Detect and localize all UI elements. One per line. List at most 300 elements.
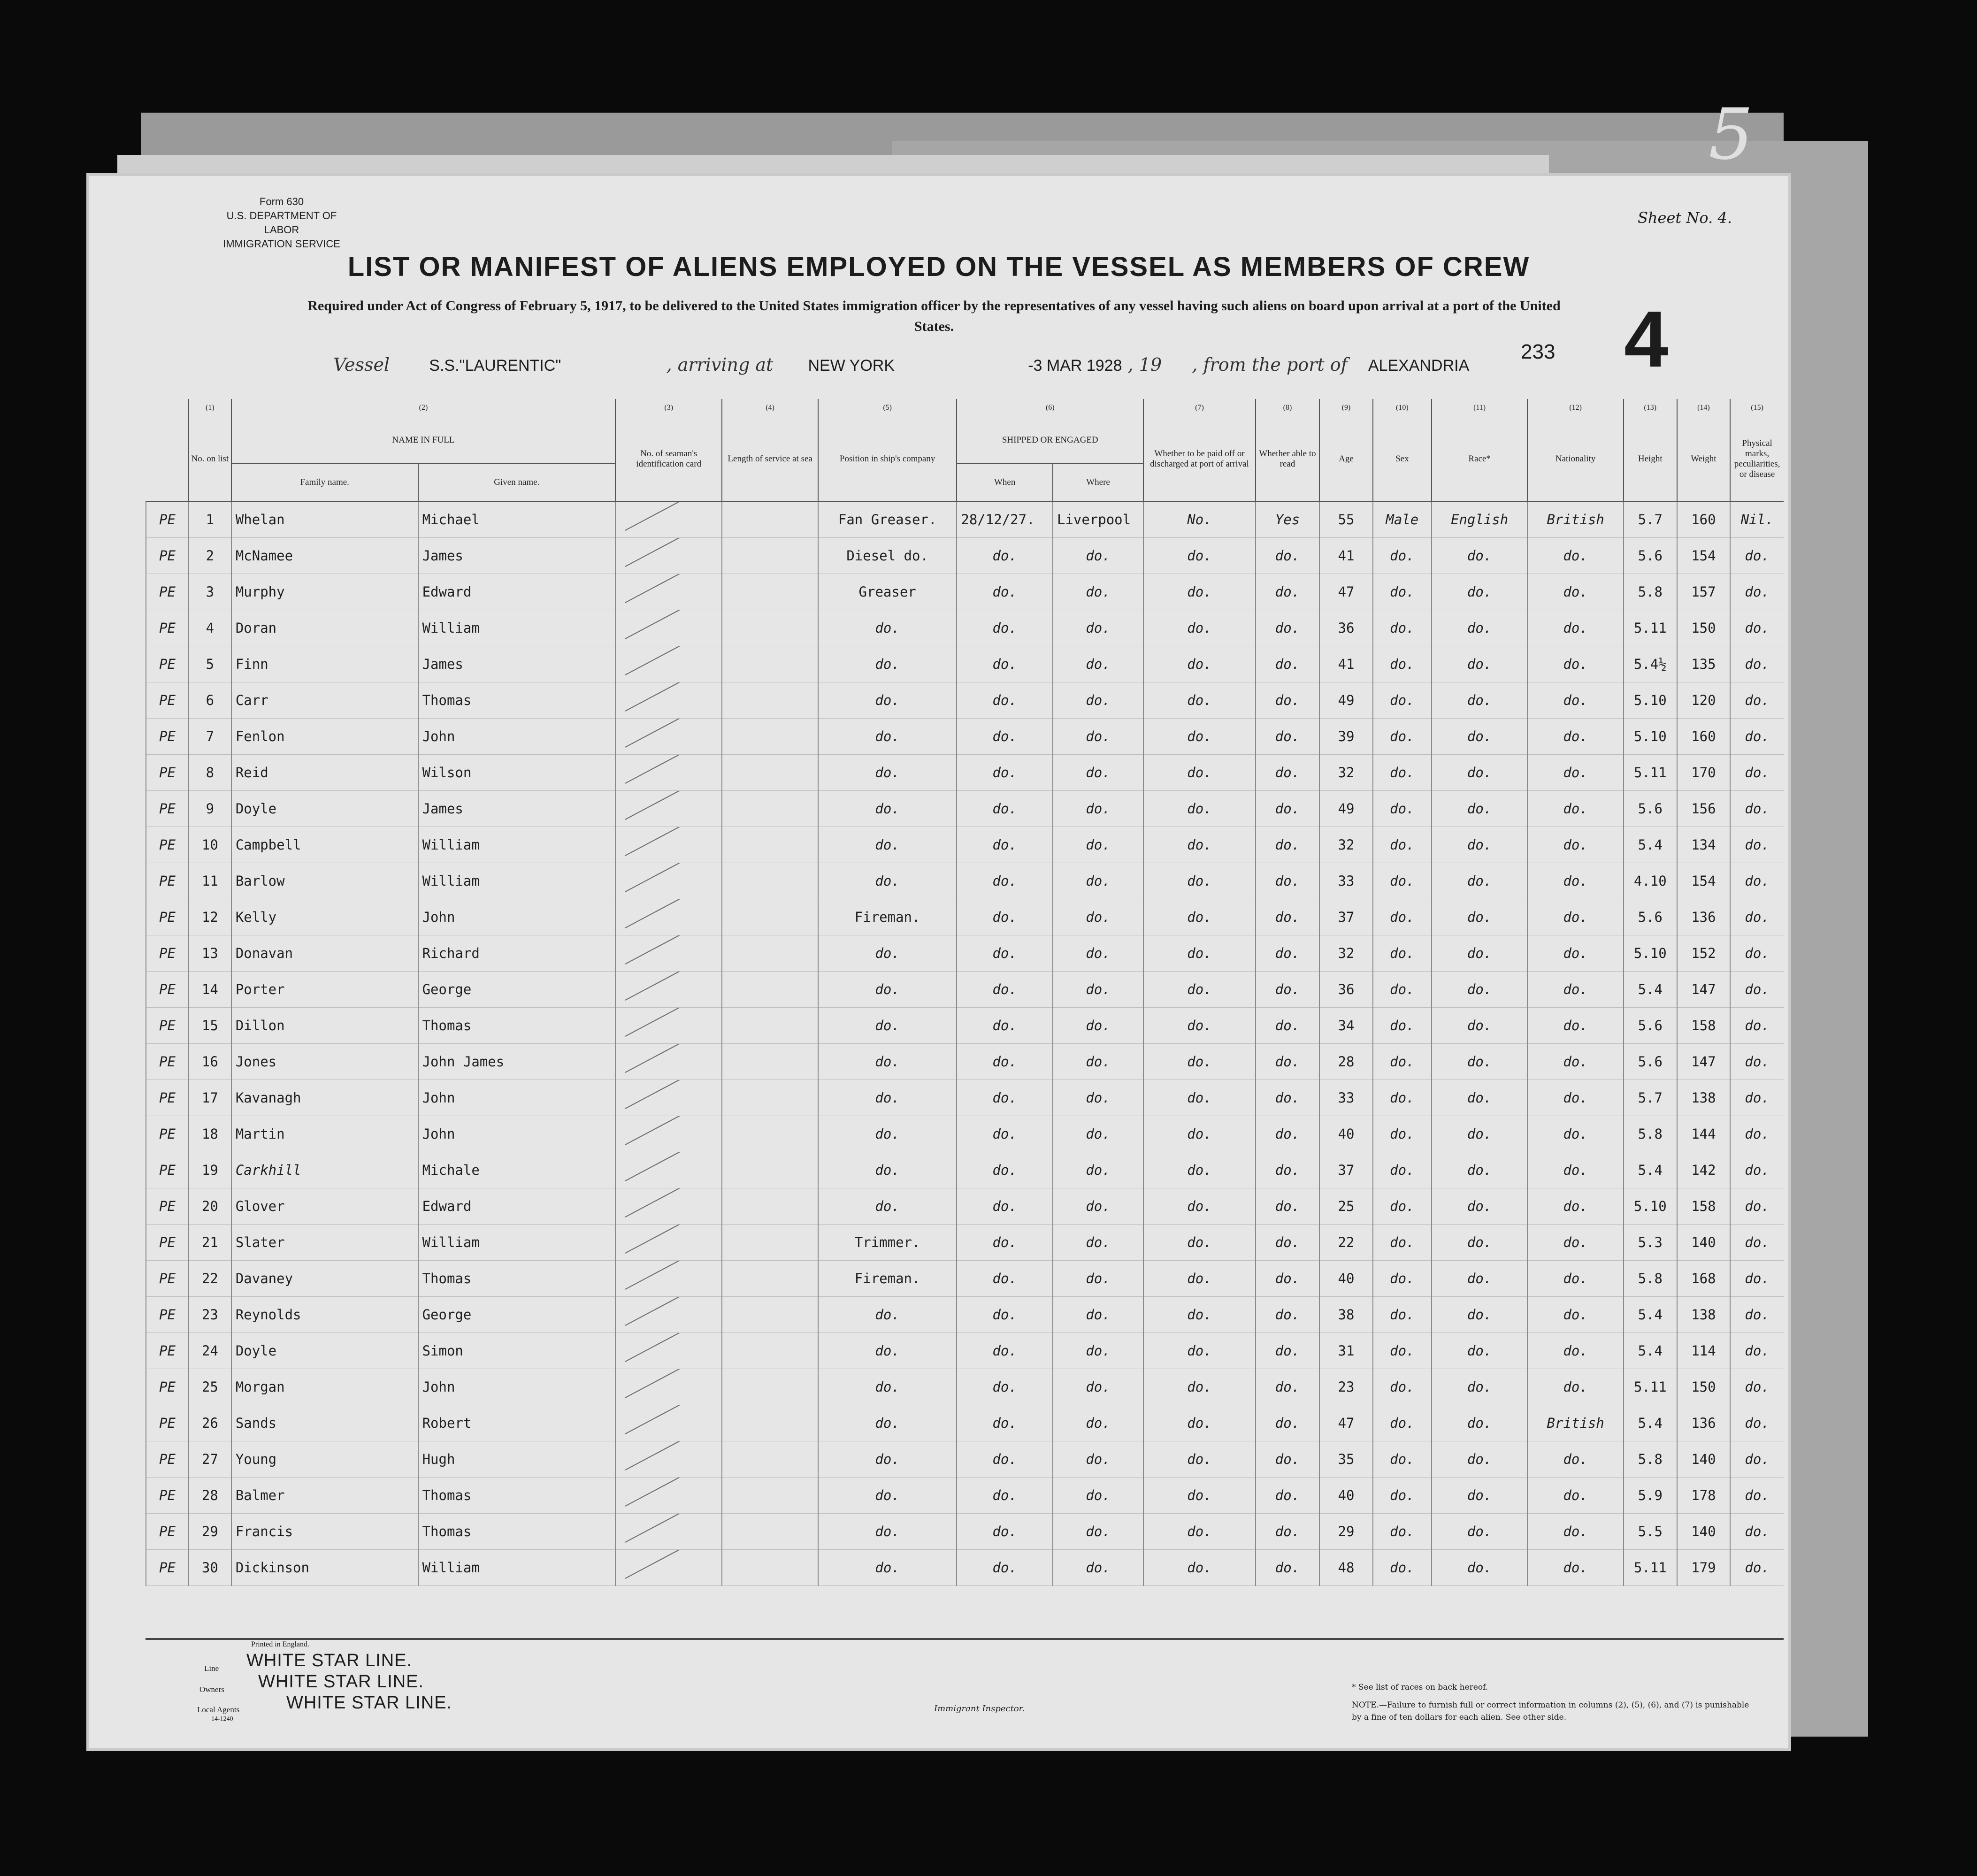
id-card-cell [615,719,722,755]
physical-marks: do. [1730,719,1784,755]
pencil-check-mark [625,1514,692,1543]
nationality: do. [1527,863,1624,899]
sex: do. [1373,1188,1432,1225]
header-no-on-list: No. on list [189,417,231,501]
sex: Male [1373,501,1432,538]
pencil-check-mark [625,1044,692,1073]
age: 40 [1319,1261,1373,1297]
age: 33 [1319,1080,1373,1116]
age: 37 [1319,899,1373,935]
able-to-read: do. [1256,646,1319,682]
nationality: do. [1527,610,1624,646]
form-department: U.S. DEPARTMENT OF LABOR [226,210,337,236]
id-card-cell [615,755,722,791]
shipped-where: do. [1053,719,1143,755]
given-name: William [418,1225,615,1261]
page-subtitle: Required under Act of Congress of February 5, 1917, to be delivered to the United States immigration officer by the representatives of any vessel having such aliens on board upon arrival at a port of the United States. [307,298,1561,334]
sex: do. [1373,755,1432,791]
race: do. [1432,682,1528,719]
nationality: do. [1527,755,1624,791]
position: do. [818,1188,957,1225]
row-mark: PE [146,1008,189,1044]
position: do. [818,719,957,755]
id-card-cell [615,1152,722,1188]
position: Trimmer. [818,1225,957,1261]
paid-off: do. [1143,935,1256,972]
shipped-when: do. [957,1405,1053,1441]
shipped-when: do. [957,1514,1053,1550]
paid-off: do. [1143,1333,1256,1369]
table-row [146,972,1784,1008]
col-num-12: (12) [1527,399,1624,417]
local-agents-value: WHITE STAR LINE. [286,1693,452,1713]
sex: do. [1373,1514,1432,1550]
weight: 178 [1677,1478,1731,1514]
given-name: William [418,610,615,646]
shipped-where: do. [1053,1297,1143,1333]
row-mark: PE [146,935,189,972]
shipped-when: do. [957,1333,1053,1369]
row-mark: PE [146,646,189,682]
id-card-cell [615,538,722,574]
weight: 140 [1677,1225,1731,1261]
shipped-when: do. [957,1550,1053,1586]
shipped-when: do. [957,935,1053,972]
weight: 147 [1677,1044,1731,1080]
physical-marks: do. [1730,1405,1784,1441]
sex: do. [1373,1044,1432,1080]
given-name: James [418,646,615,682]
row-mark: PE [146,1225,189,1261]
age: 49 [1319,682,1373,719]
row-mark: PE [146,1044,189,1080]
family-name: Fenlon [231,719,418,755]
header-weight: Weight [1677,417,1731,501]
weight: 179 [1677,1550,1731,1586]
position: do. [818,863,957,899]
nationality: do. [1527,1044,1624,1080]
id-card-cell [615,972,722,1008]
physical-marks: do. [1730,1441,1784,1478]
shipped-when: do. [957,899,1053,935]
pencil-check-mark [625,899,692,928]
height: 5.8 [1624,1116,1677,1152]
row-mark: PE [146,1514,189,1550]
nationality: do. [1527,899,1624,935]
length-service-cell [722,1297,818,1333]
length-service-cell [722,1261,818,1297]
family-name: Whelan [231,501,418,538]
row-mark: PE [146,610,189,646]
shipped-when: do. [957,1188,1053,1225]
col-num-1: (1) [189,399,231,417]
able-to-read: do. [1256,791,1319,827]
local-agents-label: Local Agents [197,1705,240,1714]
row-mark: PE [146,791,189,827]
given-name: Thomas [418,1478,615,1514]
id-card-cell [615,646,722,682]
length-service-cell [722,1550,818,1586]
position: do. [818,1008,957,1044]
paid-off: do. [1143,538,1256,574]
position: Greaser [818,574,957,610]
nationality: do. [1527,1188,1624,1225]
shipped-where: do. [1053,1044,1143,1080]
race: do. [1432,1152,1528,1188]
physical-marks: do. [1730,972,1784,1008]
able-to-read: do. [1256,1188,1319,1225]
given-name: Thomas [418,1008,615,1044]
length-service-cell [722,682,818,719]
col-num-13: (13) [1624,399,1677,417]
table-row [146,1116,1784,1152]
position: do. [818,935,957,972]
given-name: Thomas [418,682,615,719]
table-row [146,1261,1784,1297]
height: 5.6 [1624,791,1677,827]
row-number: 1 [189,501,231,538]
sex: do. [1373,1333,1432,1369]
position: do. [818,1550,957,1586]
given-name: George [418,1297,615,1333]
pencil-check-mark [625,719,692,748]
length-service-cell [722,827,818,863]
nationality: do. [1527,682,1624,719]
table-row [146,538,1784,574]
header-given-name: Given name. [418,464,615,501]
header-physical-marks: Physical marks, peculiarities, or disease [1730,417,1784,501]
age: 49 [1319,791,1373,827]
weight: 140 [1677,1441,1731,1478]
table-row [146,1080,1784,1116]
race: do. [1432,1261,1528,1297]
height: 5.4 [1624,1297,1677,1333]
row-mark: PE [146,719,189,755]
age: 31 [1319,1333,1373,1369]
physical-marks: do. [1730,863,1784,899]
nationality: do. [1527,1008,1624,1044]
shipped-when: do. [957,755,1053,791]
able-to-read: do. [1256,719,1319,755]
id-card-cell [615,501,722,538]
able-to-read: do. [1256,1261,1319,1297]
able-to-read: do. [1256,972,1319,1008]
sex: do. [1373,899,1432,935]
table-row [146,1441,1784,1478]
shipped-where: do. [1053,1369,1143,1405]
nationality: do. [1527,1514,1624,1550]
race: do. [1432,1044,1528,1080]
race: do. [1432,1116,1528,1152]
height: 5.10 [1624,682,1677,719]
row-number: 2 [189,538,231,574]
id-card-cell [615,827,722,863]
sex: do. [1373,1080,1432,1116]
length-service-cell [722,791,818,827]
weight: 138 [1677,1297,1731,1333]
age: 41 [1319,538,1373,574]
physical-marks: do. [1730,1369,1784,1405]
height: 5.10 [1624,935,1677,972]
physical-marks: do. [1730,827,1784,863]
length-service-cell [722,610,818,646]
id-card-cell [615,1333,722,1369]
col-num-2: (2) [231,399,615,417]
row-number: 26 [189,1405,231,1441]
arrival-port: NEW YORK [808,357,895,375]
paid-off: do. [1143,1550,1256,1586]
age: 32 [1319,755,1373,791]
height: 5.4 [1624,1405,1677,1441]
from-port: ALEXANDRIA [1368,357,1470,375]
shipped-where: do. [1053,610,1143,646]
age: 33 [1319,863,1373,899]
row-number: 18 [189,1116,231,1152]
weight: 154 [1677,538,1731,574]
position: do. [818,1080,957,1116]
header-position: Position in ship's company [818,417,957,501]
shipped-where: do. [1053,827,1143,863]
physical-marks: do. [1730,1333,1784,1369]
id-card-cell [615,899,722,935]
length-service-cell [722,1478,818,1514]
age: 37 [1319,1152,1373,1188]
table-row [146,827,1784,863]
shipped-where: do. [1053,646,1143,682]
line-label: Line [204,1664,219,1673]
paid-off: do. [1143,1405,1256,1441]
row-number: 27 [189,1441,231,1478]
able-to-read: do. [1256,863,1319,899]
pencil-check-mark [625,610,692,639]
table-row [146,646,1784,682]
shipped-when: do. [957,1261,1053,1297]
given-name: John James [418,1044,615,1080]
race: do. [1432,1225,1528,1261]
race: do. [1432,1080,1528,1116]
age: 48 [1319,1550,1373,1586]
race: do. [1432,1550,1528,1586]
paid-off: do. [1143,719,1256,755]
shipped-when: do. [957,827,1053,863]
table-row [146,1514,1784,1550]
row-mark: PE [146,1550,189,1586]
shipped-where: do. [1053,1225,1143,1261]
id-card-cell [615,1550,722,1586]
height: 5.6 [1624,538,1677,574]
pencil-check-mark [625,827,692,856]
sex: do. [1373,1152,1432,1188]
sex: do. [1373,1550,1432,1586]
height: 5.4 [1624,1152,1677,1188]
owners-value: WHITE STAR LINE. [258,1672,424,1692]
row-number: 19 [189,1152,231,1188]
nationality: do. [1527,574,1624,610]
pencil-check-mark [625,1152,692,1181]
position: do. [818,1478,957,1514]
nationality: do. [1527,1261,1624,1297]
table-row [146,1188,1784,1225]
race: do. [1432,538,1528,574]
height: 5.6 [1624,899,1677,935]
race: do. [1432,610,1528,646]
sex: do. [1373,1478,1432,1514]
shipped-where: do. [1053,935,1143,972]
age: 22 [1319,1225,1373,1261]
shipped-when: do. [957,646,1053,682]
physical-marks: Nil. [1730,501,1784,538]
family-name: Kelly [231,899,418,935]
row-mark: PE [146,827,189,863]
length-service-cell [722,1008,818,1044]
header-shipped-engaged: SHIPPED OR ENGAGED [957,417,1143,464]
position: Fireman. [818,899,957,935]
sex: do. [1373,682,1432,719]
from-label: , from the port of [1192,354,1348,375]
height: 5.7 [1624,1080,1677,1116]
sex: do. [1373,538,1432,574]
shipped-where: do. [1053,1008,1143,1044]
row-mark: PE [146,1441,189,1478]
family-name: Porter [231,972,418,1008]
id-card-cell [615,935,722,972]
age: 47 [1319,1405,1373,1441]
row-mark: PE [146,1080,189,1116]
family-name: Young [231,1441,418,1478]
vessel-label: Vessel [333,354,390,375]
pencil-check-mark [625,1116,692,1145]
weight: 142 [1677,1152,1731,1188]
footer-rule [146,1638,1784,1640]
table-row [146,1044,1784,1080]
pencil-check-mark [625,538,692,567]
row-number: 17 [189,1080,231,1116]
position: Diesel do. [818,538,957,574]
sex: do. [1373,972,1432,1008]
age: 41 [1319,646,1373,682]
given-name: Simon [418,1333,615,1369]
table-row [146,935,1784,972]
physical-marks: do. [1730,755,1784,791]
physical-marks: do. [1730,682,1784,719]
able-to-read: Yes [1256,501,1319,538]
race: do. [1432,899,1528,935]
pencil-check-mark [625,1369,692,1398]
page-title: LIST OR MANIFEST OF ALIENS EMPLOYED ON THE VESSEL AS MEMBERS OF CREW [347,252,1530,282]
family-name: Barlow [231,863,418,899]
position: do. [818,827,957,863]
family-name: Campbell [231,827,418,863]
table-row [146,791,1784,827]
weight: 150 [1677,1369,1731,1405]
id-card-cell [615,574,722,610]
row-mark: PE [146,1405,189,1441]
family-name: Morgan [231,1369,418,1405]
form-number: Form 630 [259,196,304,207]
family-name: Murphy [231,574,418,610]
row-number: 28 [189,1478,231,1514]
nationality: do. [1527,791,1624,827]
sex: do. [1373,935,1432,972]
height: 5.10 [1624,1188,1677,1225]
shipped-when: do. [957,682,1053,719]
paid-off: do. [1143,1044,1256,1080]
sex: do. [1373,791,1432,827]
able-to-read: do. [1256,1080,1319,1116]
given-name: William [418,863,615,899]
race: do. [1432,1441,1528,1478]
weight: 147 [1677,972,1731,1008]
physical-marks: do. [1730,1225,1784,1261]
physical-marks: do. [1730,1550,1784,1586]
weight: 157 [1677,574,1731,610]
able-to-read: do. [1256,1369,1319,1405]
length-service-cell [722,1405,818,1441]
able-to-read: do. [1256,574,1319,610]
physical-marks: do. [1730,1514,1784,1550]
sheet-number: Sheet No. 4. [1637,209,1732,227]
sex: do. [1373,1405,1432,1441]
able-to-read: do. [1256,1297,1319,1333]
col-num-10: (10) [1373,399,1432,417]
paid-off: do. [1143,610,1256,646]
form-service: IMMIGRATION SERVICE [223,238,340,250]
able-to-read: do. [1256,1333,1319,1369]
id-card-cell [615,1008,722,1044]
col-num-15: (15) [1730,399,1784,417]
row-mark: PE [146,1116,189,1152]
height: 5.4 [1624,827,1677,863]
length-service-cell [722,538,818,574]
paid-off: do. [1143,682,1256,719]
table-row [146,574,1784,610]
race: do. [1432,935,1528,972]
position: do. [818,1369,957,1405]
given-name: Robert [418,1405,615,1441]
age: 29 [1319,1514,1373,1550]
table-row [146,1152,1784,1188]
able-to-read: do. [1256,682,1319,719]
family-name: McNamee [231,538,418,574]
pencil-check-mark [625,863,692,892]
row-number: 24 [189,1333,231,1369]
position: do. [818,1514,957,1550]
able-to-read: do. [1256,935,1319,972]
paid-off: do. [1143,791,1256,827]
family-name: Balmer [231,1478,418,1514]
sex: do. [1373,1261,1432,1297]
age: 55 [1319,501,1373,538]
race: do. [1432,755,1528,791]
family-name: Reid [231,755,418,791]
physical-marks: do. [1730,538,1784,574]
weight: 140 [1677,1514,1731,1550]
sex: do. [1373,719,1432,755]
shipped-when: do. [957,1369,1053,1405]
nationality: do. [1527,1369,1624,1405]
shipped-where: do. [1053,682,1143,719]
id-card-cell [615,1188,722,1225]
header-height: Height [1624,417,1677,501]
col-num-3: (3) [615,399,722,417]
length-service-cell [722,755,818,791]
paid-off: do. [1143,1080,1256,1116]
nationality: do. [1527,1550,1624,1586]
id-card-cell [615,1369,722,1405]
owners-label: Owners [199,1685,224,1694]
pencil-check-mark [625,1550,692,1579]
physical-marks: do. [1730,1044,1784,1080]
